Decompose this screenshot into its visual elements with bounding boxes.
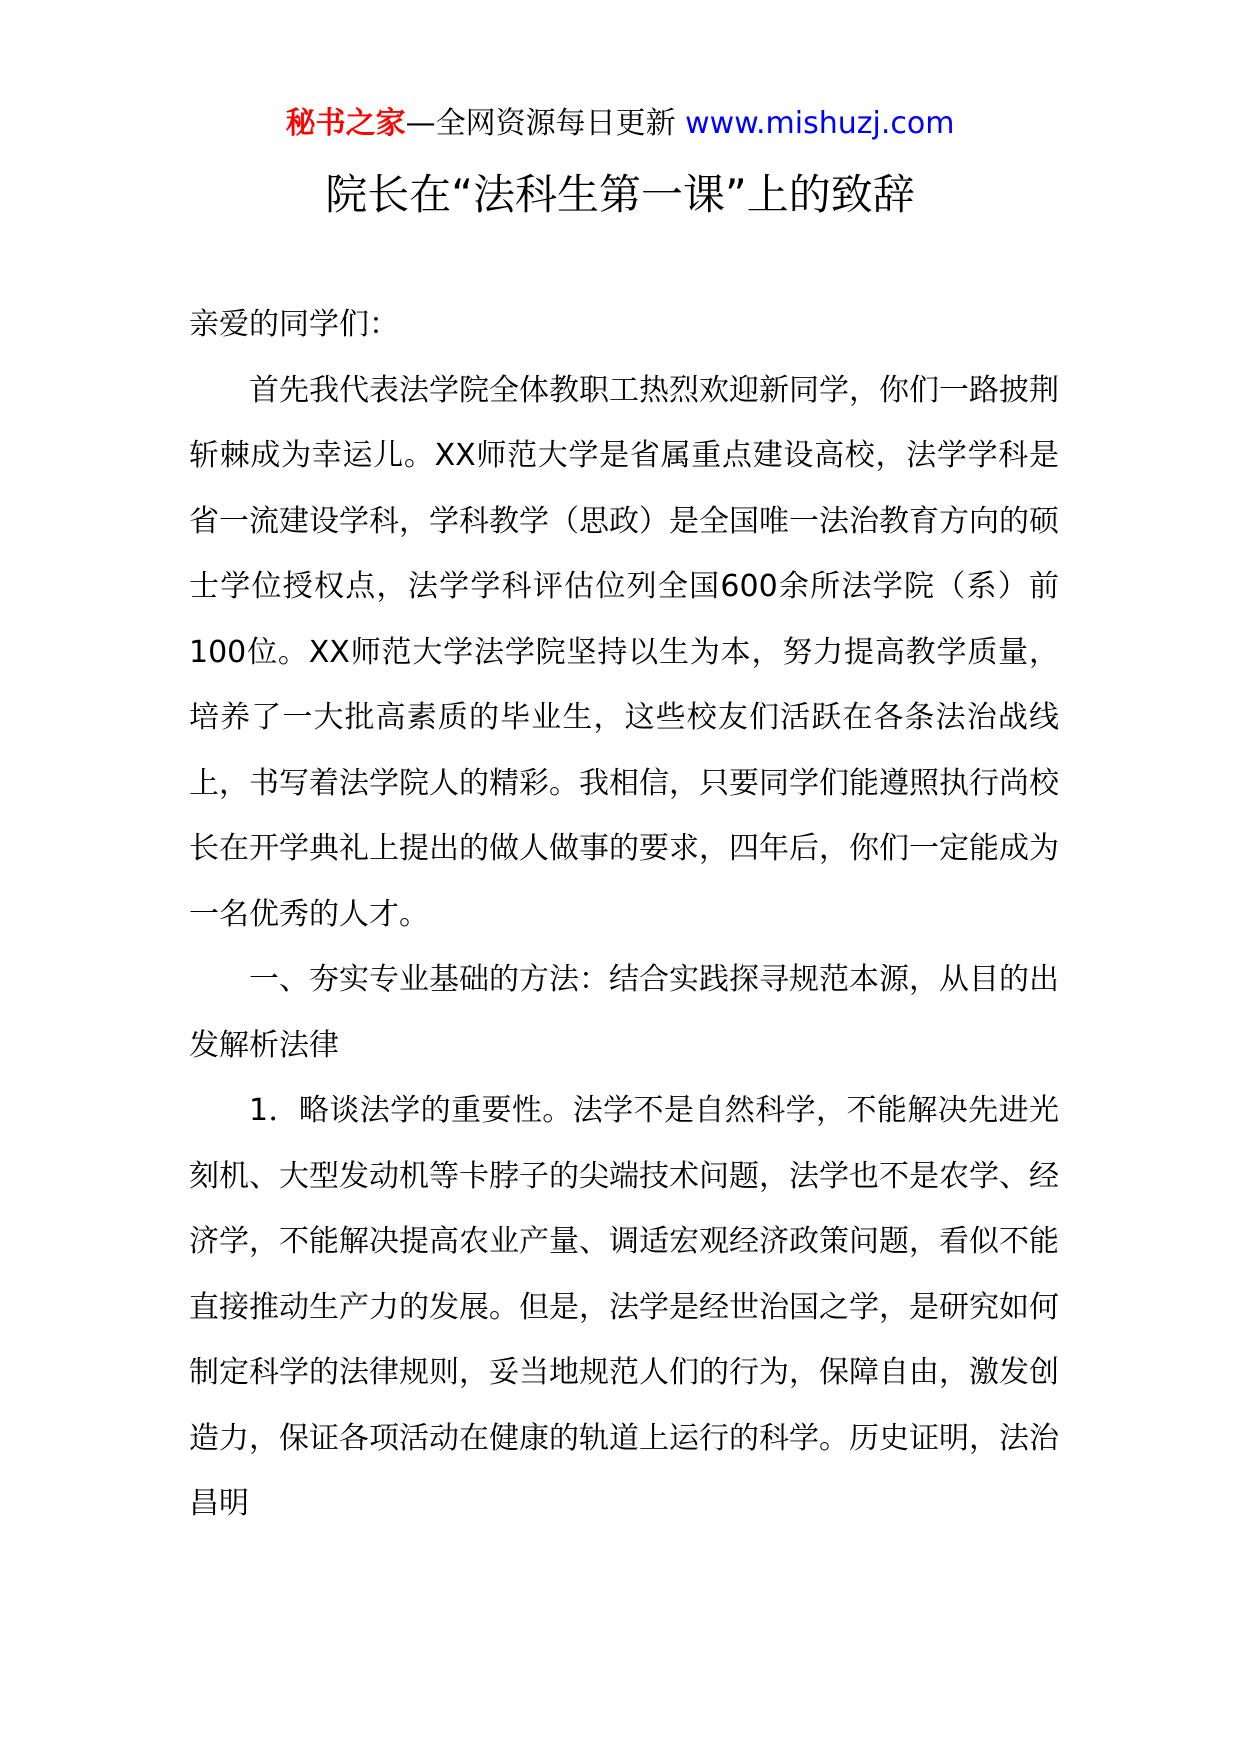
document-title: 院长在“法科生第一课”上的致辞 [325, 170, 915, 219]
site-header [0, 102, 1240, 146]
site-slogan: —全网资源每日更新 [405, 106, 676, 141]
section-heading-1: 一、夯实专业基础的方法：结合实践探寻规范本源，从目的出发解析法律 [189, 962, 1059, 1063]
site-brand: 秘书之家 [285, 106, 406, 141]
salutation: 亲爱的同学们： [189, 307, 399, 342]
paragraph-welcome: 首先我代表法学院全体教职工热烈欢迎新同学，你们一路披荆斩棘成为幸运儿。XX师范大学是省属重点建设高校，法学学科是省一流建设学科，学科教学（思政）是全国唯一法治教育方向的硕士学位授权点，法学学科评估位列全国600余所法学院（系）前100位。XX师范大学法学院坚持以生为本，努力提高教学质量，培养了一大批高素质的毕业生，这些校友们活跃在各条法治战线上，书写着法学院人的精彩。我相信，只要同学们能遵照执行尚校长在开学典礼上提出的做人做事的要求，四年后，你们一定能成为一名优秀的人才。 [189, 372, 1059, 932]
site-url-link[interactable]: www.mishuzj.com [685, 106, 955, 141]
paragraph-importance-of-law: 1．略谈法学的重要性。法学不是自然科学，不能解决先进光刻机、大型发动机等卡脖子的尖端技术问题，法学也不是农学、经济学，不能解决提高农业产量、调适宏观经济政策问题，看似不能直接推动生产力的发展。但是，法学是经世治国之学，是研究如何制定科学的法律规则，妥当地规范人们的行为，保障自由，激发创造力，保证各项活动在健康的轨道上运行的科学。历史证明，法治昌明 [189, 1093, 1059, 1521]
document-body [189, 292, 1059, 1537]
